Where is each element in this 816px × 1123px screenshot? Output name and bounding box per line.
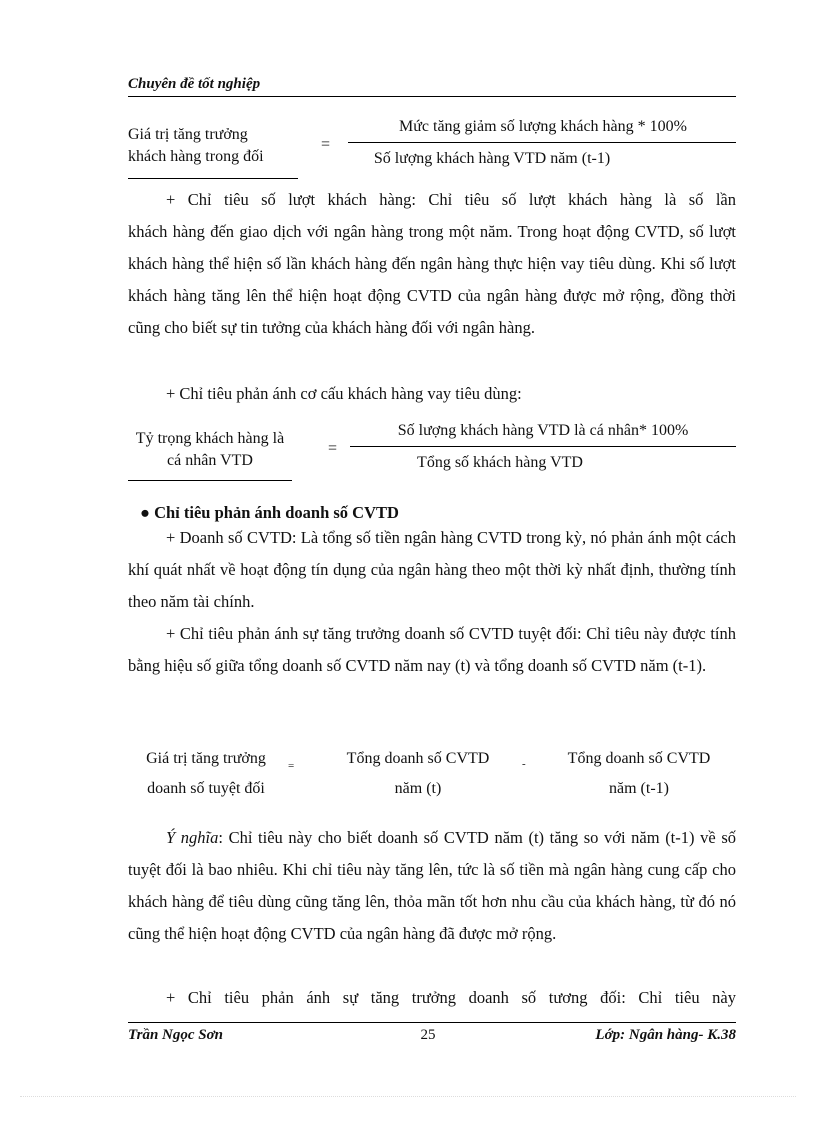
formula3-lhs-line1: Giá trị tăng trưởng <box>146 750 266 767</box>
page-footer <box>128 1022 736 1049</box>
formula3-lhs <box>132 744 280 804</box>
formula2-denominator: Tổng số khách hàng VTD <box>417 454 583 471</box>
paragraph-meaning <box>128 822 736 950</box>
formula3-term1-line2: năm (t) <box>394 780 442 797</box>
header-title: Chuyên đề tốt nghiệp <box>128 76 261 92</box>
formula2-numerator: Số lượng khách hàng VTD là cá nhân* 100% <box>397 422 689 439</box>
paragraph-customer-structure-text: + Chỉ tiêu phản ánh cơ cấu khách hàng vay tiêu dùng: <box>166 384 522 403</box>
page-header <box>128 76 736 97</box>
formula1-numerator: Mức tăng giảm số lượng khách hàng * 100% <box>399 118 687 135</box>
paragraph-meaning-lead: Ý nghĩa <box>166 828 219 847</box>
paragraph-customer-structure <box>128 378 736 410</box>
paragraph-cvtd-sales <box>128 522 736 618</box>
formula-absolute-sales-growth <box>128 740 736 804</box>
paragraph-cvtd-sales-text: + Doanh số CVTD: Là tổng số tiền ngân hàng CVTD trong kỳ, nó phản ánh một cách khí quát nhất về hoạt động tín dụng của ngân hàng theo một thời kỳ nhất định, thường tính theo năm tài chính. <box>128 528 736 611</box>
formula2-fraction-bar <box>350 446 736 447</box>
formula2-lhs <box>128 428 292 472</box>
formula1-fraction-bar <box>348 142 736 143</box>
footer-page-number: 25 <box>420 1027 436 1043</box>
paragraph-customer-visits <box>128 184 736 344</box>
paragraph-meaning-body: : Chỉ tiêu này cho biết doanh số CVTD năm (t) tăng so với năm (t-1) về số tuyệt đối là bao nhiêu. Khi chỉ tiêu này tăng lên, tức là số tiền mà ngân hàng cung cấp cho khách hàng để tiêu dùng cũng tăng lên, thỏa mãn tốt hơn nhu cầu của khách hàng, từ đó nó cũng thể hiện hoạt động CVTD của ngân hàng đã được mở rộng. <box>128 828 736 943</box>
paragraph-customer-visits-line1: + Chỉ tiêu số lượt khách hàng: Chỉ tiêu số lượt khách hàng là số lần <box>166 190 736 209</box>
formula1-lhs-line2: khách hàng trong đối <box>128 148 264 165</box>
section-heading-sales: ● Chỉ tiêu phản ánh doanh số CVTD <box>140 503 399 522</box>
formula3-term2-line2: năm (t-1) <box>609 780 669 797</box>
formula3-term1 <box>328 744 508 804</box>
formula1-lhs-underline <box>128 178 298 179</box>
formula3-lhs-line2: doanh số tuyệt đối <box>147 780 265 797</box>
formula2-lhs-line1: Tỷ trọng khách hàng là <box>135 430 285 447</box>
formula3-term1-line1: Tổng doanh số CVTD <box>346 750 490 767</box>
paragraph-meaning-text <box>128 822 736 950</box>
formula-relative-customer-growth <box>128 118 736 182</box>
formula2-equals: = <box>328 440 338 457</box>
formula1-equals: = <box>321 136 331 153</box>
formula1-lhs-line1: Giá trị tăng trưởng <box>128 126 248 143</box>
paragraph-absolute-growth-text: + Chỉ tiêu phản ánh sự tăng trưởng doanh số CVTD tuyệt đối: Chỉ tiêu này được tính bằng hiệu số giữa tổng doanh số CVTD năm nay (t) và tổng doanh số CVTD năm (t-1). <box>128 624 736 675</box>
paragraph-customer-visits-body: khách hàng đến giao dịch với ngân hàng trong một năm. Trong hoạt động CVTD, số lượt khách hàng thể hiện số lần khách hàng đến ngân hàng thực hiện vay tiêu dùng. Khi số lượt khách hàng tăng lên thể hiện hoạt động CVTD của ngân hàng được mở rộng, đồng thời cũng cho biết sự tin tưởng của khách hàng đối với ngân hàng. <box>128 222 736 337</box>
formula-individual-customer-ratio <box>128 420 736 486</box>
formula2-lhs-line2: cá nhân VTD <box>167 452 253 469</box>
paragraph-relative-growth <box>128 982 736 1014</box>
footer-class: Lớp: Ngân hàng- K.38 <box>595 1027 736 1043</box>
formula1-lhs <box>128 124 298 168</box>
paragraph-absolute-growth <box>128 618 736 682</box>
formula3-minus: - <box>522 758 526 770</box>
document-page <box>128 0 736 1123</box>
formula3-term2 <box>546 744 732 804</box>
formula3-equals: = <box>288 760 295 772</box>
formula1-denominator: Số lượng khách hàng VTD năm (t-1) <box>373 150 611 167</box>
paragraph-relative-growth-text: + Chỉ tiêu phản ánh sự tăng trưởng doanh số tương đối: Chỉ tiêu này <box>166 988 736 1007</box>
formula2-lhs-underline <box>128 480 292 481</box>
bottom-dotted-divider <box>20 1096 796 1097</box>
footer-author: Trần Ngọc Sơn <box>128 1027 224 1043</box>
formula3-term2-line1: Tổng doanh số CVTD <box>567 750 711 767</box>
